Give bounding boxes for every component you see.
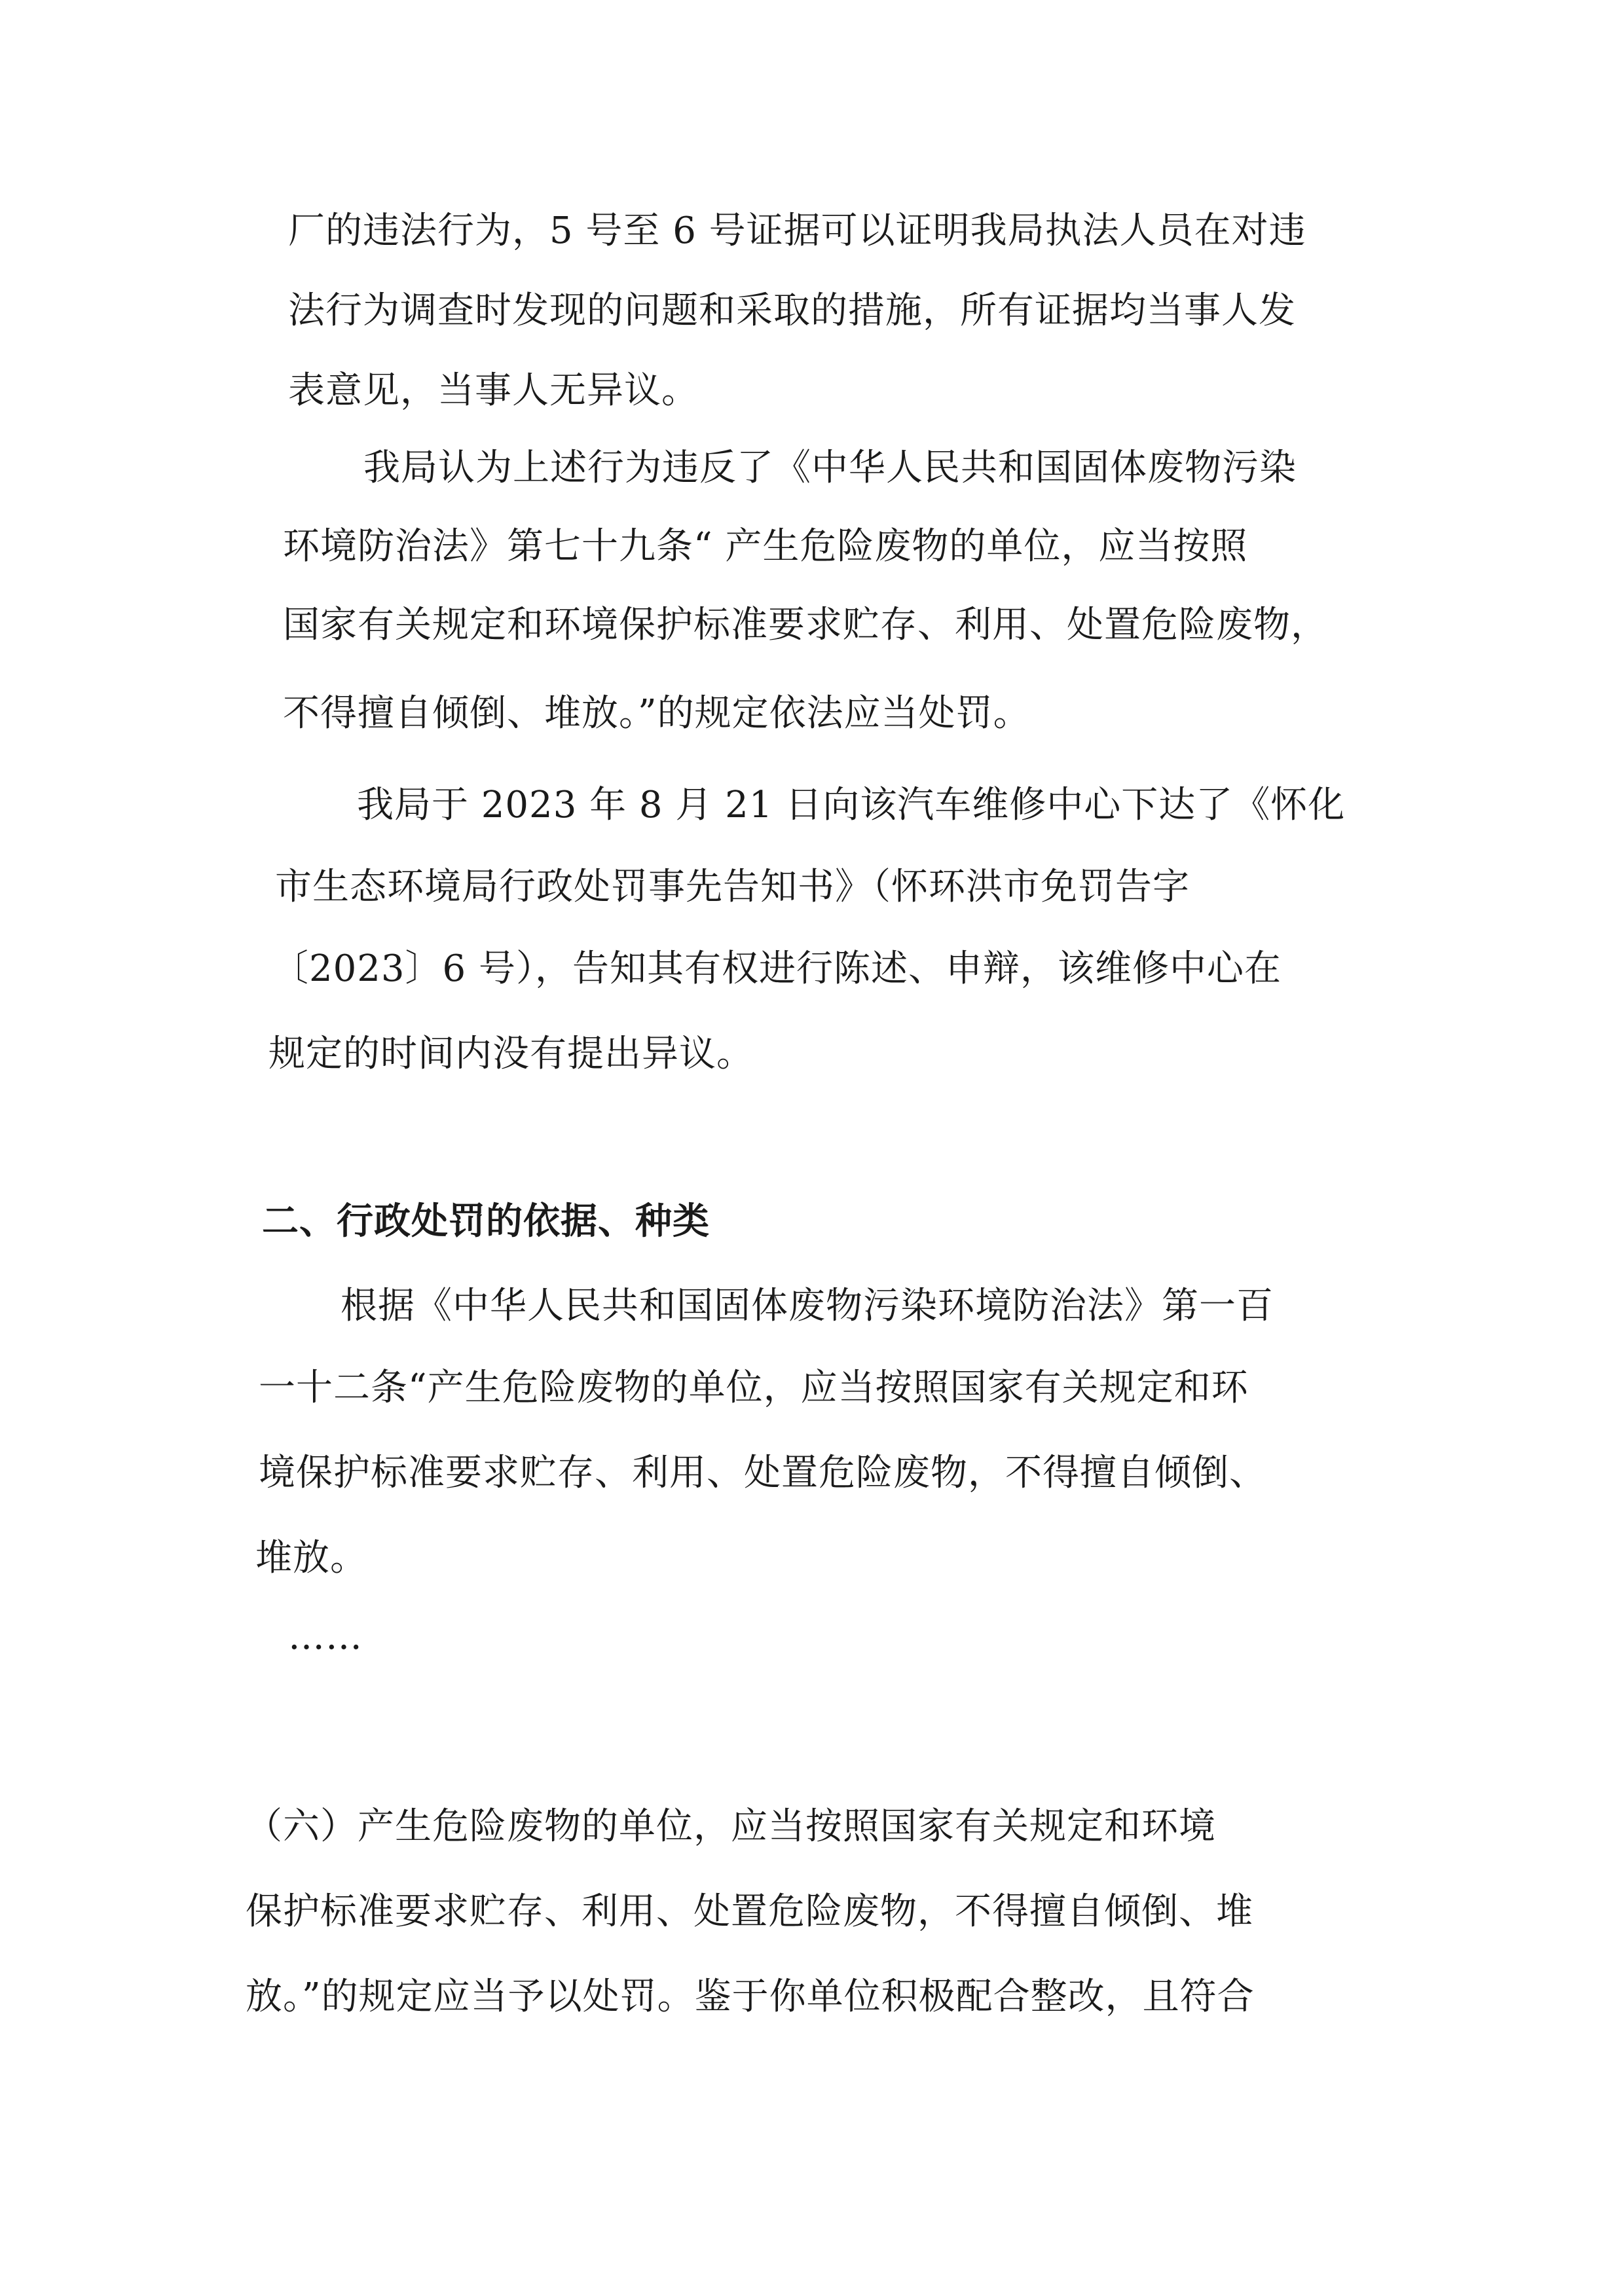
paragraph-2-line-2: 环境防治法》第七十九条“ 产生危险废物的单位，应当按照 — [283, 525, 1248, 568]
paragraph-3-line-4: 规定的时间内没有提出异议。 — [268, 1033, 754, 1075]
paragraph-3-line-1: 我局于 2023 年 8 月 21 日向该汽车维修中心下达了《怀化 — [357, 784, 1346, 826]
paragraph-3-line-2: 市生态环境局行政处罚事先告知书》（怀环洪市免罚告字 — [275, 866, 1190, 908]
paragraph-4-line-3: 境保护标准要求贮存、利用、处置危险废物，不得擅自倾倒、 — [259, 1452, 1266, 1494]
paragraph-1-line-2: 法行为调查时发现的问题和采取的措施，所有证据均当事人发 — [288, 289, 1296, 332]
paragraph-2-line-4: 不得擅自倾倒、堆放。”的规定依法应当处罚。 — [283, 692, 1031, 735]
section-heading: 二、行政处罚的依据、种类 — [262, 1200, 710, 1243]
paragraph-2-line-3: 国家有关规定和环境保护标准要求贮存、利用、处置危险废物， — [283, 604, 1328, 646]
paragraph-3-line-3: 〔2023〕6 号），告知其有权进行陈述、申辩，该维修中心在 — [272, 947, 1282, 990]
paragraph-4-line-2: 一十二条“产生危险废物的单位，应当按照国家有关规定和环 — [259, 1367, 1249, 1409]
paragraph-5-line-3: 放。”的规定应当予以处罚。鉴于你单位积极配合整改，且符合 — [246, 1975, 1255, 2018]
paragraph-1-line-1: 厂的违法行为，5 号至 6 号证据可以证明我局执法人员在对违 — [288, 210, 1306, 252]
paragraph-2-line-1: 我局认为上述行为违反了《中华人民共和国固体废物污染 — [363, 447, 1297, 489]
ellipsis: …… — [288, 1615, 363, 1658]
paragraph-4-line-1: 根据《中华人民共和国固体废物污染环境防治法》第一百 — [341, 1285, 1274, 1327]
paragraph-5-line-1: （六）产生危险废物的单位，应当按照国家有关规定和环境 — [246, 1805, 1216, 1848]
paragraph-4-line-4: 堆放。 — [255, 1537, 367, 1579]
paragraph-5-line-2: 保护标准要求贮存、利用、处置危险废物，不得擅自倾倒、堆 — [246, 1890, 1253, 1933]
paragraph-1-line-3: 表意见，当事人无异议。 — [288, 369, 699, 412]
